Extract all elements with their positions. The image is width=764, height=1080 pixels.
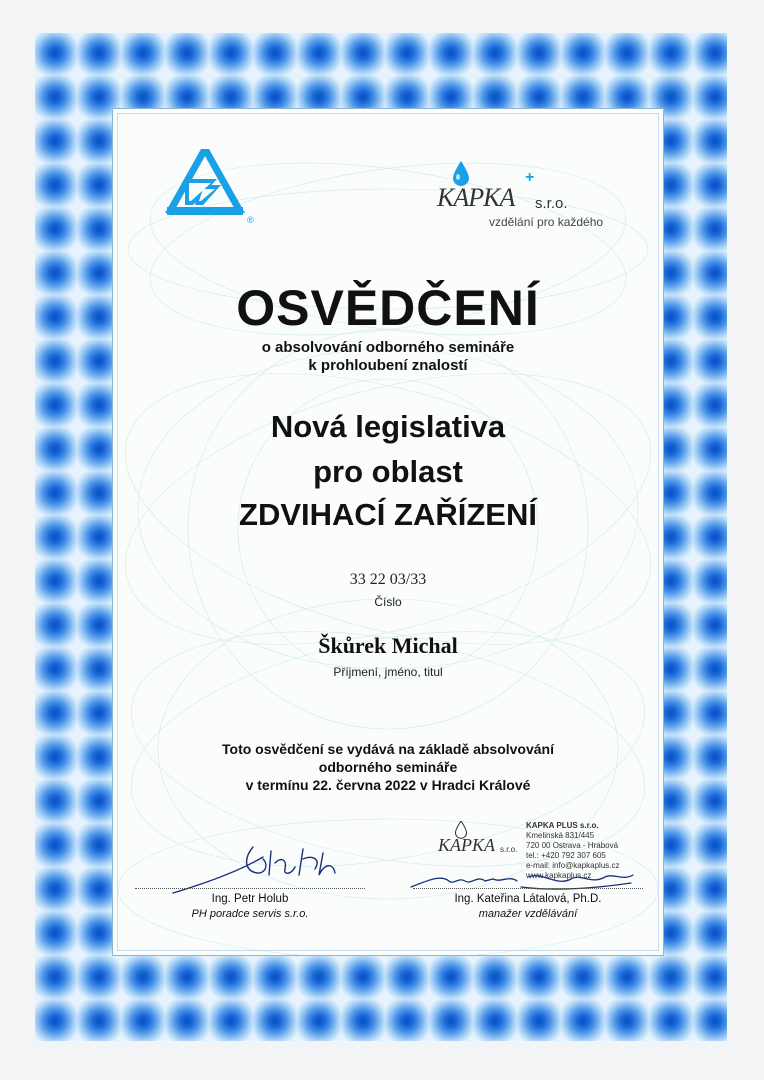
stamp-phone: tel.: +420 792 307 605	[526, 851, 606, 860]
kapka-brand: KAPKA	[437, 183, 515, 212]
signature-right	[401, 857, 641, 897]
signatory-left-name: Ing. Petr Holub	[211, 893, 289, 905]
stamp-brand: KAPKA	[438, 835, 495, 855]
kapka-logo	[433, 161, 623, 231]
seminar-title-line-1: Nová legislativa	[270, 409, 506, 444]
statement-line-1: Toto osvědčení se vydává na základě absolvování	[222, 741, 554, 757]
holder-name: Škůrek Michal	[318, 633, 458, 658]
subtitle-line-1: o absolvování odborného semináře	[261, 339, 515, 356]
plus-icon: +	[525, 169, 535, 186]
signatory-right-name: Ing. Kateřina Látalová, Ph.D.	[454, 893, 602, 905]
subtitle-line-2: k prohloubení znalostí	[308, 357, 468, 374]
stamp-city: 720 00 Ostrava - Hrabová	[526, 841, 619, 850]
stamp-street: Kmelinská 831/445	[526, 831, 595, 840]
certificate-number: 33 22 03/33	[349, 571, 427, 588]
signatory-right-organization: manažer vzdělávání	[478, 908, 578, 920]
signatory-left-organization: PH poradce servis s.r.o.	[191, 908, 309, 920]
seminar-title-line-3: ZDVIHACÍ ZAŘÍZENÍ	[239, 497, 537, 532]
certificate-panel	[112, 108, 664, 956]
statement-line-3: v termínu 22. června 2022 v Hradci Králové	[245, 777, 531, 793]
certificate-number-label: Číslo	[374, 595, 402, 609]
stamp-company: KAPKA PLUS s.r.o.	[526, 821, 599, 830]
certificate-title: OSVĚDČENÍ	[236, 280, 540, 336]
stamp-web: www.kapkaplus.cz	[526, 871, 592, 880]
seminar-title-line-2: pro oblast	[313, 454, 463, 489]
signature-line-right	[413, 888, 643, 889]
statement-line-2: odborného semináře	[318, 759, 458, 775]
kapka-tagline: vzdělání pro každého	[489, 215, 604, 229]
registered-mark: ®	[247, 215, 254, 225]
holder-name-label: Příjmení, jméno, titul	[333, 665, 443, 679]
signature-line-left	[135, 888, 365, 889]
stamp-suffix: s.r.o.	[500, 845, 518, 854]
stamp-email: e-mail: info@kapkaplus.cz	[526, 861, 620, 870]
azz-logo	[163, 149, 253, 229]
kapka-suffix: s.r.o.	[535, 195, 568, 212]
